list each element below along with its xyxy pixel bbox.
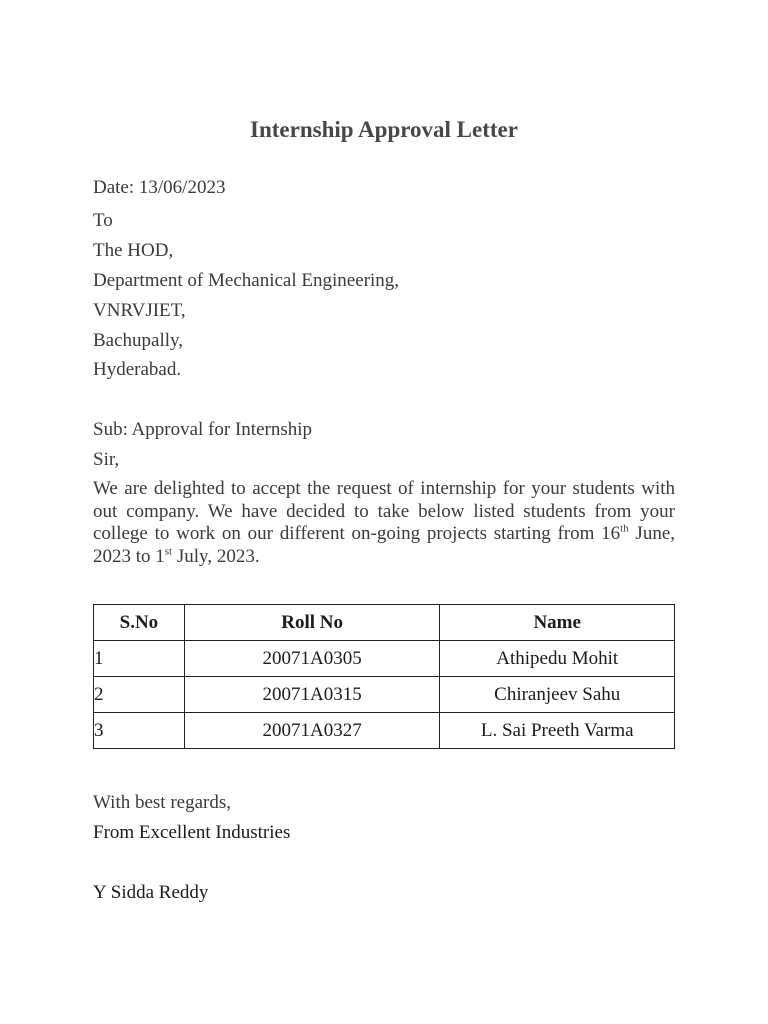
address-line-1: The HOD, bbox=[93, 240, 174, 261]
body-paragraph bbox=[93, 478, 675, 568]
address-line-3: VNRVJIET, bbox=[93, 300, 186, 321]
header-roll-no: Roll No bbox=[184, 605, 440, 641]
address-line-4: Bachupally, bbox=[93, 330, 184, 351]
cell-sno: 3 bbox=[94, 713, 185, 749]
table-header-row bbox=[94, 605, 675, 641]
address-line-5: Hyderabad. bbox=[93, 359, 182, 380]
cell-name: Chiranjeev Sahu bbox=[440, 677, 675, 713]
cell-roll-no: 20071A0305 bbox=[184, 641, 440, 677]
closing-from: From Excellent Industries bbox=[93, 822, 291, 843]
letter-title: Internship Approval Letter bbox=[250, 117, 518, 142]
cell-roll-no: 20071A0327 bbox=[184, 713, 440, 749]
header-sno: S.No bbox=[94, 605, 185, 641]
subject-line: Sub: Approval for Internship bbox=[93, 419, 313, 440]
closing-regards: With best regards, bbox=[93, 792, 232, 813]
table-row bbox=[94, 713, 675, 749]
cell-sno: 2 bbox=[94, 677, 185, 713]
address-to: To bbox=[93, 210, 113, 231]
body-text-part-2: June, 2023 to 1 bbox=[93, 523, 676, 567]
header-name: Name bbox=[440, 605, 675, 641]
body-text-part-1: We are delighted to accept the request of internship for your students with out company. We have decided to take below listed students from your college to work on our different on-going projects starting from 16 bbox=[93, 478, 675, 544]
cell-roll-no: 20071A0315 bbox=[184, 677, 440, 713]
signatory-name: Y Sidda Reddy bbox=[93, 882, 209, 903]
letter-date: Date: 13/06/2023 bbox=[93, 177, 226, 198]
address-line-2: Department of Mechanical Engineering, bbox=[93, 270, 399, 291]
salutation: Sir, bbox=[93, 449, 120, 470]
cell-sno: 1 bbox=[94, 641, 185, 677]
table-row bbox=[94, 677, 675, 713]
body-text-part-3: July, 2023. bbox=[172, 545, 260, 567]
table-row bbox=[94, 641, 675, 677]
cell-name: Athipedu Mohit bbox=[440, 641, 675, 677]
cell-name: L. Sai Preeth Varma bbox=[440, 713, 675, 749]
body-superscript-1: th bbox=[620, 522, 629, 535]
body-superscript-2: st bbox=[164, 545, 173, 558]
students-table bbox=[93, 604, 675, 749]
